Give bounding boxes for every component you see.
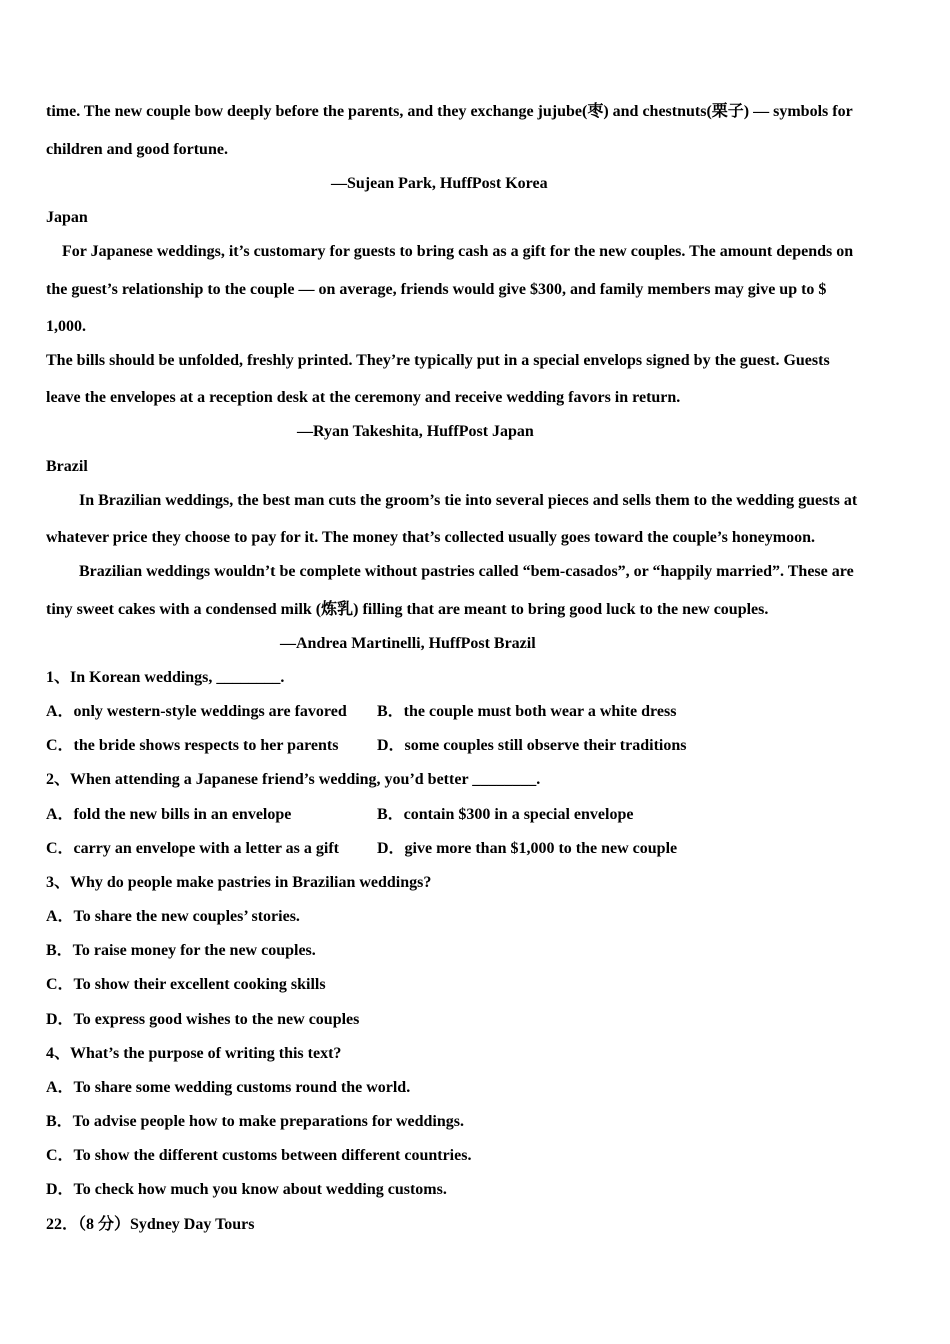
brazil-heading: Brazil xyxy=(46,458,88,475)
brazil-paragraph-line: tiny sweet cakes with a condensed milk (炼乳) filling that are meant to bring good luck to the new couples. xyxy=(46,601,769,618)
option-d: D．To express good wishes to the new couples xyxy=(46,1011,360,1028)
korea-paragraph-line: children and good fortune. xyxy=(46,141,228,158)
japan-paragraph-line: For Japanese weddings, it’s customary for guests to bring cash as a gift for the new couples. The amount depends on xyxy=(62,243,854,260)
question-stem: 3、Why do people make pastries in Brazilian weddings? xyxy=(46,874,432,891)
option-c: C．the bride shows respects to her parents xyxy=(46,737,339,754)
option-a: A．To share some wedding customs round the world. xyxy=(46,1079,411,1096)
option-b: B．To advise people how to make preparations for weddings. xyxy=(46,1113,464,1130)
option-a: A．fold the new bills in an envelope xyxy=(46,806,292,823)
korea-paragraph-line: time. The new couple bow deeply before the parents, and they exchange jujube(枣) and chestnuts(栗子) — symbols for xyxy=(46,103,853,120)
korea-byline: —Sujean Park, HuffPost Korea xyxy=(331,175,548,192)
japan-paragraph-line: The bills should be unfolded, freshly printed. They’re typically put in a special envelops signed by the guest. Guests xyxy=(46,352,830,369)
japan-paragraph-line: 1,000. xyxy=(46,318,86,335)
brazil-paragraph-line: whatever price they choose to pay for it. The money that’s collected usually goes toward the couple’s honeymoon. xyxy=(46,529,815,546)
option-d: D．some couples still observe their traditions xyxy=(377,737,687,754)
option-b: B．the couple must both wear a white dress xyxy=(377,703,677,720)
brazil-paragraph-line: Brazilian weddings wouldn’t be complete without pastries called “bem-casados”, or “happily married”. These are xyxy=(79,563,854,580)
option-d: D．give more than $1,000 to the new couple xyxy=(377,840,678,857)
japan-byline: —Ryan Takeshita, HuffPost Japan xyxy=(297,423,534,440)
option-b: B．To raise money for the new couples. xyxy=(46,942,316,959)
question-stem: 4、What’s the purpose of writing this text? xyxy=(46,1045,342,1062)
brazil-paragraph-line: In Brazilian weddings, the best man cuts the groom’s tie into several pieces and sells them to the wedding guests at xyxy=(79,492,858,509)
question-stem: 1、In Korean weddings, ________. xyxy=(46,669,285,686)
japan-paragraph-line: the guest’s relationship to the couple — on average, friends would give $300, and family members may give up to $ xyxy=(46,281,827,298)
question-stem: 2、When attending a Japanese friend’s wedding, you’d better ________. xyxy=(46,771,541,788)
option-a: A．only western-style weddings are favored xyxy=(46,703,347,720)
option-a: A．To share the new couples’ stories. xyxy=(46,908,300,925)
option-d: D．To check how much you know about wedding customs. xyxy=(46,1181,447,1198)
brazil-byline: —Andrea Martinelli, HuffPost Brazil xyxy=(280,635,536,652)
section-heading: 22．（8 分）Sydney Day Tours xyxy=(46,1216,255,1233)
japan-heading: Japan xyxy=(46,209,88,226)
japan-paragraph-line: leave the envelopes at a reception desk at the ceremony and receive wedding favors in return. xyxy=(46,389,681,406)
option-b: B．contain $300 in a special envelope xyxy=(377,806,634,823)
option-c: C．To show their excellent cooking skills xyxy=(46,976,326,993)
option-c: C．carry an envelope with a letter as a gift xyxy=(46,840,339,857)
option-c: C．To show the different customs between different countries. xyxy=(46,1147,472,1164)
